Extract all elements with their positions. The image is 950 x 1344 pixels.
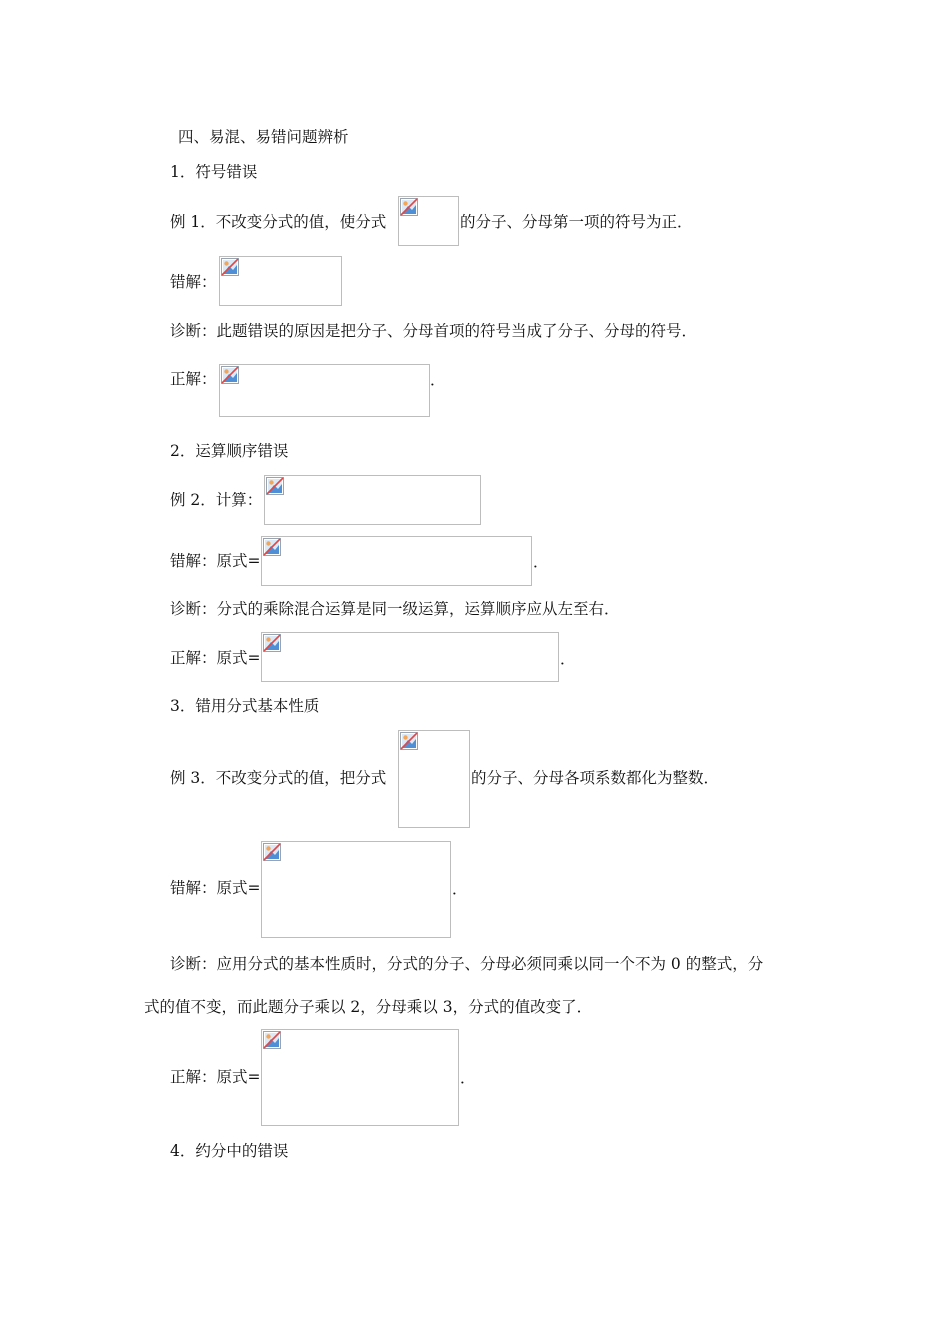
broken-image-icon: [400, 198, 418, 216]
s1-wrong-image: [219, 256, 342, 306]
s1-correct-period: [430, 370, 446, 390]
s1-heading-text: 1．符号错误: [170, 163, 258, 181]
s3-heading: [170, 696, 319, 716]
s3-period-1: ．: [452, 880, 468, 898]
s3-wrong: [170, 878, 261, 898]
s4-heading: [170, 1141, 288, 1161]
s3-heading-text: 3．错用分式基本性质: [170, 697, 320, 715]
s3-period-2: ．: [460, 1069, 476, 1087]
s3-wrong-image: [261, 841, 451, 938]
s1-diagnosis: [170, 321, 697, 341]
broken-image-icon: [266, 477, 284, 495]
s2-expression-image: [264, 475, 481, 525]
s3-correct-period: [460, 1068, 476, 1088]
s3-diagnosis-line2: 式的值不变，而此题分子乘以 2，分母乘以 3，分式的值改变了．: [144, 998, 593, 1016]
s1-period: ．: [430, 371, 446, 389]
s3-wrong-label: 错解：原式=: [170, 879, 261, 897]
s2-example: [170, 490, 262, 510]
s1-example-suffix: 的分子、分母第一项的符号为正．: [460, 213, 693, 231]
s2-correct-image: [261, 632, 559, 682]
s2-correct-label: 正解：原式=: [170, 649, 261, 667]
s2-wrong-image: [261, 536, 532, 586]
broken-image-icon: [263, 634, 281, 652]
s1-correct-image: [219, 364, 430, 417]
s1-wrong: [170, 272, 217, 292]
s2-diagnosis: [170, 599, 620, 619]
s2-heading-text: 2．运算顺序错误: [170, 442, 289, 460]
s2-period-1: ．: [533, 553, 549, 571]
broken-image-icon: [263, 843, 281, 861]
broken-image-icon: [263, 538, 281, 556]
s3-diagnosis-line1: 诊断：应用分式的基本性质时，分式的分子、分母必须同乘以同一个不为 0 的整式，分: [170, 955, 764, 973]
s3-fraction-image: [398, 730, 470, 828]
s2-diagnosis-text: 诊断：分式的乘除混合运算是同一级运算，运算顺序应从左至右．: [170, 600, 620, 618]
s3-example-prefix: 例 3．不改变分式的值，把分式: [170, 769, 387, 787]
s1-heading: [170, 162, 257, 182]
s1-example-tail: [460, 212, 693, 232]
s2-wrong-label: 错解：原式=: [170, 552, 261, 570]
s3-correct-image: [261, 1029, 459, 1126]
s3-correct-label: 正解：原式=: [170, 1068, 261, 1086]
s1-example: [170, 212, 386, 232]
s1-correct-label: 正解：: [170, 370, 217, 388]
s2-correct-period: [560, 649, 576, 669]
s3-diagnosis-2: [144, 997, 592, 1017]
s1-diagnosis-text: 诊断：此题错误的原因是把分子、分母首项的符号当成了分子、分母的符号．: [170, 322, 698, 340]
s2-heading: [170, 441, 288, 461]
s3-correct: [170, 1067, 261, 1087]
s3-example-tail: [471, 768, 719, 788]
s1-example-prefix: 例 1．不改变分式的值，使分式: [170, 213, 387, 231]
s3-diagnosis-1: [170, 954, 763, 974]
s1-correct: [170, 369, 217, 389]
s3-wrong-period: [452, 879, 468, 899]
s1-wrong-label: 错解：: [170, 273, 217, 291]
s2-wrong: [170, 551, 261, 571]
broken-image-icon: [263, 1031, 281, 1049]
broken-image-icon: [221, 366, 239, 384]
broken-image-icon: [221, 258, 239, 276]
s3-example: [170, 768, 386, 788]
s2-wrong-period: [533, 552, 549, 572]
s2-correct: [170, 648, 261, 668]
s4-heading-text: 4．约分中的错误: [170, 1142, 289, 1160]
s2-example-prefix: 例 2．计算：: [170, 491, 263, 509]
s1-fraction-image: [398, 196, 459, 246]
broken-image-icon: [400, 732, 418, 750]
s3-example-suffix: 的分子、分母各项系数都化为整数．: [471, 769, 720, 787]
s2-period-2: ．: [560, 650, 576, 668]
section-title-text: 四、易混、易错问题辨析: [178, 128, 349, 146]
section-title: [178, 127, 349, 147]
